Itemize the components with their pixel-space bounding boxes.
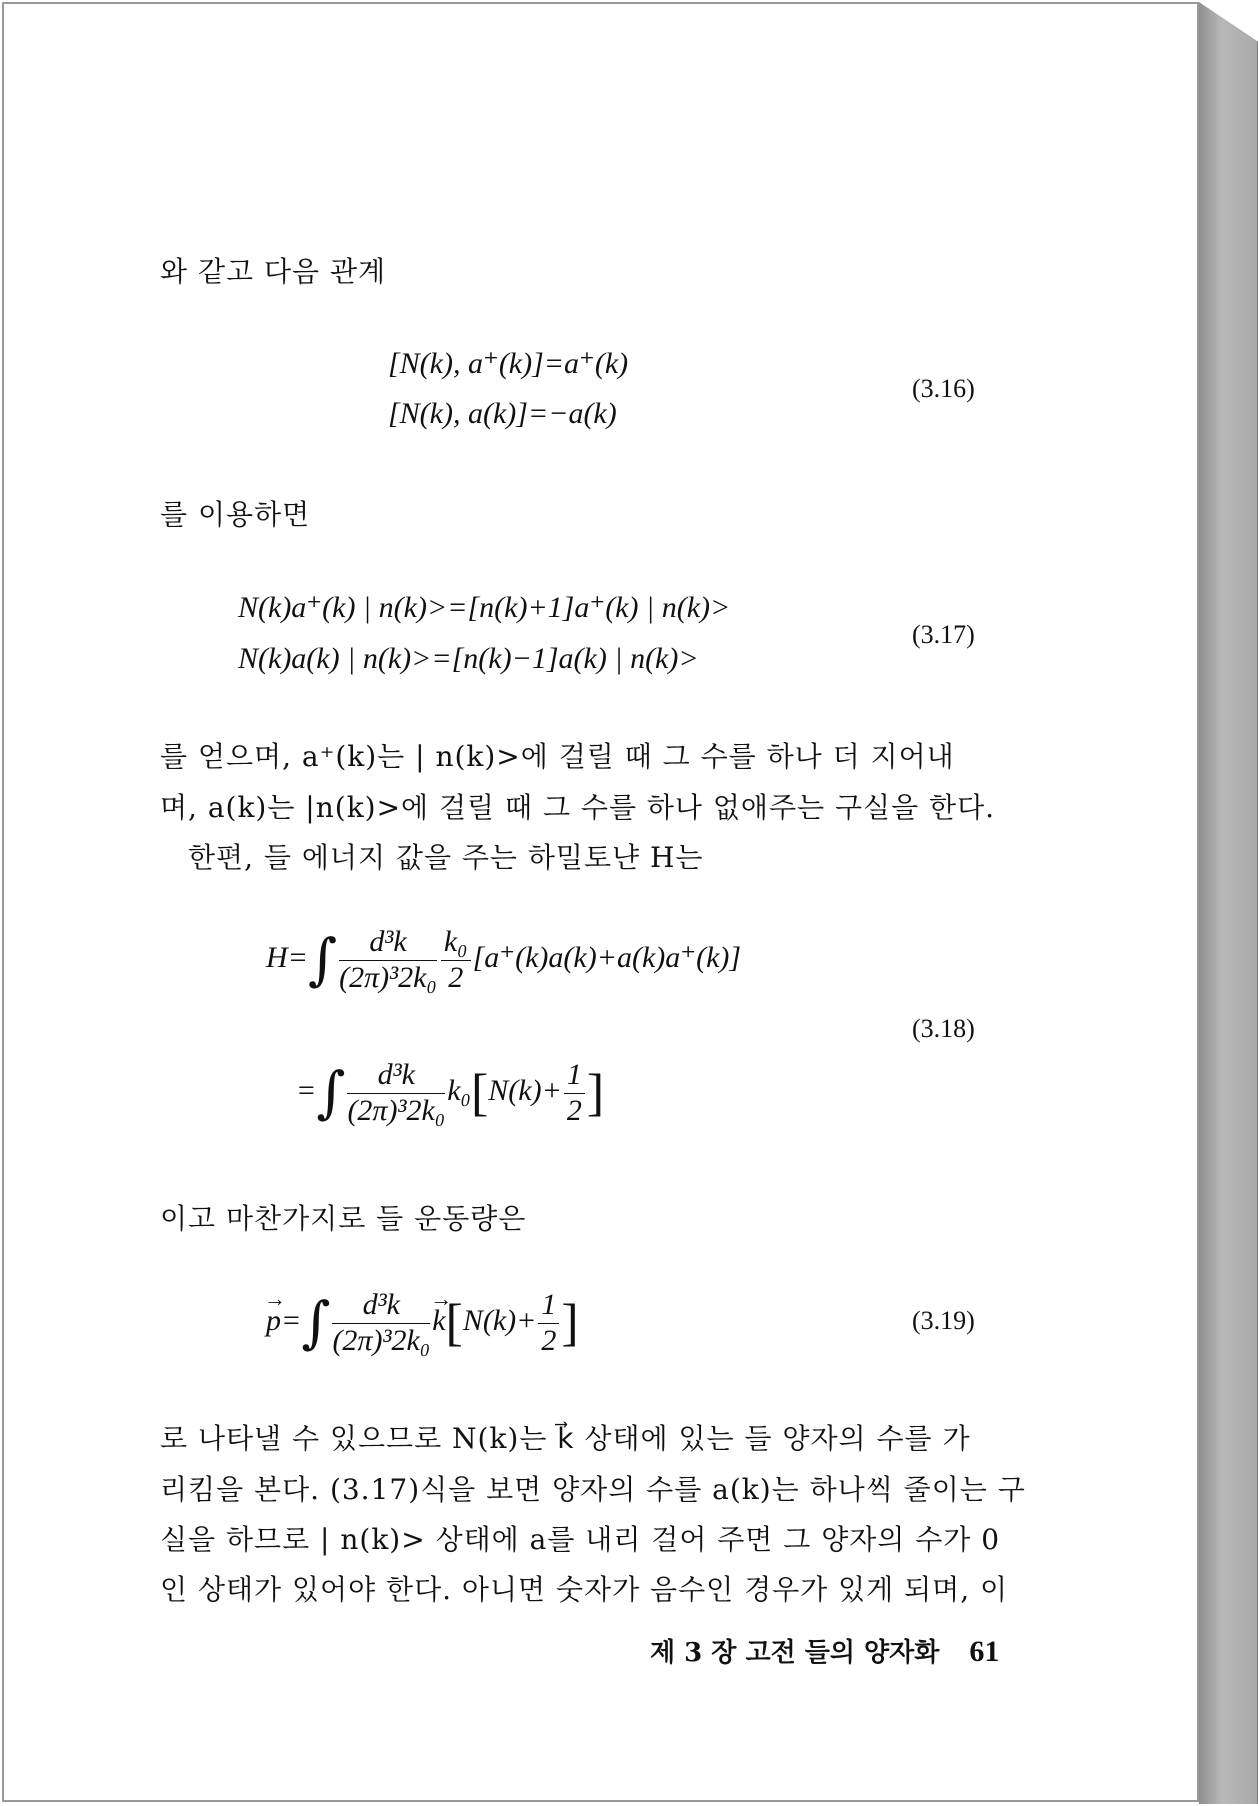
fraction	[347, 1058, 445, 1128]
numerator: k₀	[441, 925, 471, 961]
eq-lhs: H=	[266, 940, 308, 974]
right-bracket: ]	[586, 1064, 605, 1122]
vector-p: → p	[266, 1304, 281, 1338]
numerator: d³k	[332, 1288, 430, 1324]
equation-number: (3.19)	[912, 1306, 975, 1335]
equation-3-18b	[296, 1058, 604, 1128]
equation-3-16b: [N(k), a(k)]=−a(k)	[388, 397, 617, 430]
numerator: 1	[538, 1288, 559, 1324]
left-bracket: [	[470, 1064, 489, 1122]
text-line: 와 같고 다음 관계	[160, 255, 387, 288]
text-line: 를 얻으며, a⁺(k)는 | n(k)>에 걸릴 때 그 수를 하나 더 지어내	[160, 740, 955, 773]
integral-sign: ∫	[301, 1290, 331, 1356]
page-number: 61	[969, 1635, 1000, 1668]
book-spine	[1199, 2, 1258, 1804]
fraction	[332, 1288, 430, 1358]
equation-number: (3.16)	[912, 374, 975, 403]
equation-number: (3.17)	[912, 620, 975, 649]
equation-3-16a: [N(k), a⁺(k)]=a⁺(k)	[388, 347, 629, 380]
denominator: (2π)³2k₀	[339, 960, 437, 994]
equation-number: (3.18)	[912, 1014, 975, 1043]
text-line: 로 나타낼 수 있으므로 N(k)는 k⃗ 상태에 있는 들 양자의 수를 가	[160, 1422, 971, 1455]
text-line: 실을 하므로 | n(k)> 상태에 a를 내리 걸어 주면 그 양자의 수가 0	[160, 1523, 1001, 1556]
equation-3-17a: N(k)a⁺(k) | n(k)>=[n(k)+1]a⁺(k) | n(k)>	[238, 591, 731, 624]
text-line: 인 상태가 있어야 한다. 아니면 숫자가 음수인 경우가 있게 되며, 이	[160, 1573, 1009, 1606]
eq-body: [a⁺(k)a(k)+a(k)a⁺(k)]	[472, 940, 742, 974]
denominator: 2	[541, 1323, 557, 1357]
text-line: 한편, 들 에너지 값을 주는 하밀토냔 H는	[188, 841, 704, 874]
numerator: 1	[564, 1058, 585, 1094]
page-footer	[650, 1632, 999, 1669]
right-bracket: ]	[561, 1294, 579, 1352]
text-line: 이고 마찬가지로 들 운동량은	[160, 1202, 527, 1235]
fraction	[564, 1058, 585, 1128]
denominator: 2	[448, 960, 464, 994]
equation-3-19	[266, 1288, 579, 1358]
numerator: d³k	[339, 925, 437, 961]
vector-k: → k	[432, 1304, 445, 1338]
denominator: 2	[566, 1093, 582, 1127]
equation-3-18a	[266, 925, 741, 995]
denominator: (2π)³2k₀	[332, 1323, 431, 1357]
integral-sign: ∫	[316, 1060, 346, 1126]
eq-equals: =	[281, 1303, 302, 1337]
eq-body: N(k)+	[462, 1303, 537, 1337]
eq-body: N(k)+	[488, 1073, 562, 1107]
chapter-title: 제 3 장 고전 들의 양자화	[650, 1638, 940, 1668]
fraction	[339, 925, 437, 995]
left-bracket: [	[445, 1294, 463, 1352]
denominator: (2π)³2k₀	[347, 1093, 446, 1127]
text-line: 리킴을 본다. (3.17)식을 보면 양자의 수를 a(k)는 하나씩 줄이는 구	[160, 1473, 1026, 1506]
equation-3-17b: N(k)a(k) | n(k)>=[n(k)−1]a(k) | n(k)>	[238, 642, 699, 675]
integral-sign: ∫	[307, 927, 338, 993]
fraction	[441, 925, 471, 995]
text-line: 를 이용하면	[160, 498, 311, 531]
numerator: d³k	[347, 1058, 445, 1094]
eq-lhs: =	[296, 1073, 317, 1107]
fraction	[538, 1288, 559, 1358]
eq-factor: k₀	[447, 1073, 471, 1107]
text-line: 며, a(k)는 |n(k)>에 걸릴 때 그 수를 하나 없애주는 구실을 한다.	[160, 791, 996, 824]
